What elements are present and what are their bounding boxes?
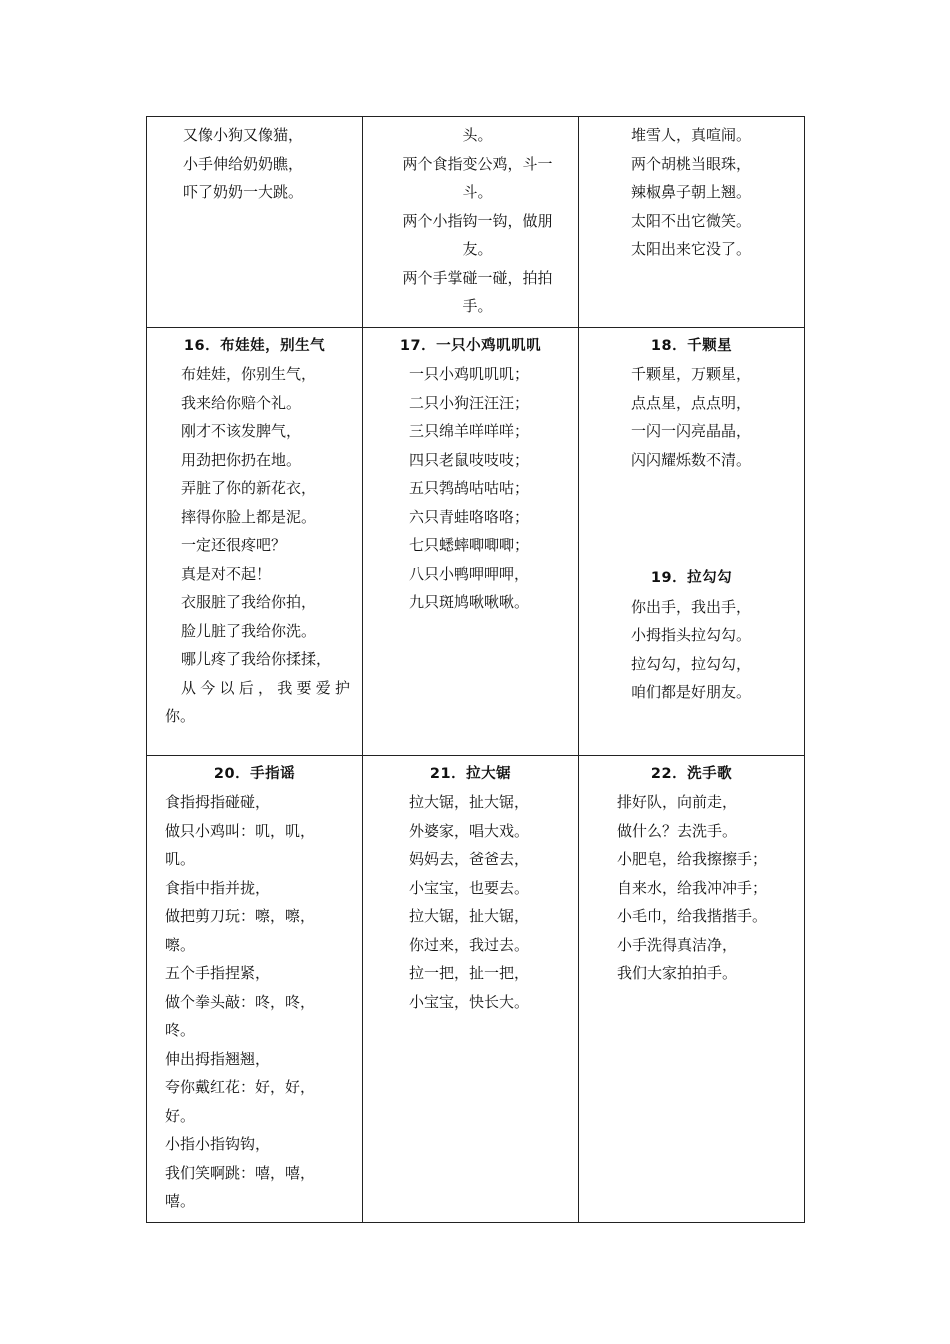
- poem-line: 用劲把你扔在地。: [181, 450, 302, 469]
- poem-line: 手。: [462, 297, 493, 315]
- rhymes-table: [146, 116, 805, 1223]
- poem-line: 二只小狗汪汪汪；: [409, 393, 530, 412]
- poem-line: 真是对不起！: [181, 564, 272, 583]
- poem-line: 闪闪耀烁数不清。: [631, 450, 752, 469]
- poem-title: 22．洗手歌: [650, 765, 733, 782]
- cell-r1-c2: [363, 117, 579, 328]
- poem-line: 做把剪刀玩：嚓，嚓，: [165, 907, 316, 925]
- poem-line: 食指拇指碰碰，: [165, 793, 271, 811]
- poem-line: 一闪一闪亮晶晶，: [631, 422, 752, 440]
- poem-line: 一定还很疼吧？: [181, 536, 287, 554]
- poem-line: 两个食指变公鸡，斗一: [402, 154, 553, 173]
- poem-line: 五只鹁鸪咕咕咕；: [409, 479, 530, 497]
- poem-line: 我们笑啊跳：嘻，嘻，: [165, 1163, 316, 1182]
- poem-line: 小拇指头拉勾勾。: [631, 626, 752, 644]
- table-row: [147, 755, 805, 1222]
- table-row: [147, 327, 805, 755]
- poem-line: 你过来，我过去。: [409, 935, 530, 954]
- poem-line: 吓了奶奶一大跳。: [183, 183, 304, 201]
- poem-line: 堆雪人，真喧闹。: [631, 126, 752, 144]
- poem-line: 小手伸给奶奶瞧，: [183, 154, 304, 173]
- cell-r3-c1: [147, 755, 363, 1222]
- poem-line: 千颗星，万颗星，: [631, 365, 752, 383]
- poem-title: 16．布娃娃，别生气: [183, 337, 326, 354]
- spacer: [587, 474, 796, 564]
- poem-line: 两个手掌碰一碰，拍拍: [402, 268, 553, 287]
- poem-line: 头。: [462, 126, 493, 144]
- poem-line: 两个胡桃当眼珠，: [631, 154, 752, 173]
- poem-line: 做什么？去洗手。: [617, 821, 738, 840]
- poem-line: 五个手指捏紧，: [165, 964, 271, 982]
- poem-line: 四只老鼠吱吱吱；: [409, 450, 530, 469]
- cell-r2-c3: [579, 327, 805, 755]
- poem-line: 辣椒鼻子朝上翘。: [631, 183, 752, 201]
- poem-line: 从今以后，我要爱护: [181, 678, 350, 697]
- poem-line: 两个小指钩一钩，做朋: [402, 211, 553, 230]
- poem-title: 21．拉大锯: [429, 765, 512, 782]
- poem-line: 食指中指并拢，: [165, 878, 271, 897]
- poem-line: 拉大锯，扯大锯，: [409, 907, 530, 925]
- poem-title: 20．手指谣: [213, 765, 296, 782]
- poem-line: 夸你戴红花：好，好，: [165, 1078, 316, 1096]
- cell-r2-c1: [147, 327, 363, 755]
- poem-line: 伸出拇指翘翘，: [165, 1049, 271, 1068]
- poem-line: 咱们都是好朋友。: [631, 683, 752, 701]
- poem-line: 做个拳头敲：咚，咚，: [165, 992, 316, 1011]
- poem-line: 小宝宝，快长大。: [409, 992, 530, 1011]
- poem-line: 拉一把，扯一把，: [409, 964, 530, 982]
- poem-line: 九只斑鸠啾啾啾。: [409, 593, 530, 611]
- poem-line: 弄脏了你的新花衣，: [181, 479, 317, 497]
- poem-line: 点点星，点点明，: [631, 393, 752, 412]
- poem-line: 做只小鸡叫：叽，叽，: [165, 821, 316, 840]
- poem-line: 拉勾勾，拉勾勾，: [631, 654, 752, 673]
- poem-line: 衣服脏了我给你拍，: [181, 593, 317, 611]
- poem-title: 18．千颗星: [650, 337, 733, 354]
- poem-line: 小手洗得真洁净，: [617, 935, 738, 954]
- poem-line: 友。: [462, 240, 493, 258]
- poem-line: 哪儿疼了我给你揉揉，: [181, 650, 332, 668]
- poem-line: 小指小指钩钩，: [165, 1135, 271, 1153]
- poem-line: 我来给你赔个礼。: [181, 393, 302, 412]
- poem-line: 自来水，给我冲冲手；: [617, 878, 768, 897]
- poem-title: 17．一只小鸡叽叽叽: [399, 337, 542, 354]
- poem-line: 你出手，我出手，: [631, 597, 752, 616]
- poem-line: 小肥皂，给我擦擦手；: [617, 850, 768, 868]
- cell-r1-c3: [579, 117, 805, 328]
- poem-line: 咚。: [165, 1021, 196, 1039]
- poem-line: 一只小鸡叽叽叽；: [409, 365, 530, 383]
- poem-line: 脸儿脏了我给你洗。: [181, 621, 317, 640]
- poem-line: 太阳出来它没了。: [631, 240, 752, 258]
- poem-line: 太阳不出它微笑。: [631, 211, 752, 230]
- poem-line: 八只小鸭呷呷呷，: [409, 564, 530, 583]
- cell-r1-c1: [147, 117, 363, 328]
- poem-line: 我们大家拍拍手。: [617, 964, 738, 982]
- poem-line: 六只青蛙咯咯咯；: [409, 507, 530, 526]
- poem-line: 又像小狗又像猫，: [183, 126, 304, 144]
- cell-r2-c2: [363, 327, 579, 755]
- poem-line: 好。: [165, 1106, 196, 1125]
- table-row: [147, 117, 805, 328]
- poem-line: 布娃娃，你别生气，: [181, 365, 317, 383]
- poem-line: 七只蟋蟀唧唧唧；: [409, 536, 530, 554]
- poem-line: 嘻。: [165, 1192, 196, 1210]
- poem-line: 拉大锯，扯大锯，: [409, 793, 530, 811]
- poem-line: 排好队，向前走，: [617, 793, 738, 811]
- poem-title: 19．拉勾勾: [650, 570, 733, 586]
- poem-line: 小宝宝，也要去。: [409, 878, 530, 897]
- poem-line: 三只绵羊咩咩咩；: [409, 422, 530, 440]
- poem-line: 你。: [165, 707, 196, 725]
- poem-line: 嚓。: [165, 935, 196, 954]
- poem-line: 刚才不该发脾气，: [181, 422, 302, 440]
- poem-line: 小毛巾，给我揩揩手。: [617, 907, 768, 925]
- poem-line: 外婆家，唱大戏。: [409, 821, 530, 840]
- poem-line: 妈妈去，爸爸去，: [409, 850, 530, 868]
- poem-line: 斗。: [462, 183, 493, 201]
- cell-r3-c3: [579, 755, 805, 1222]
- poem-line: 叽。: [165, 850, 196, 868]
- poem-line: 摔得你脸上都是泥。: [181, 507, 317, 526]
- cell-r3-c2: [363, 755, 579, 1222]
